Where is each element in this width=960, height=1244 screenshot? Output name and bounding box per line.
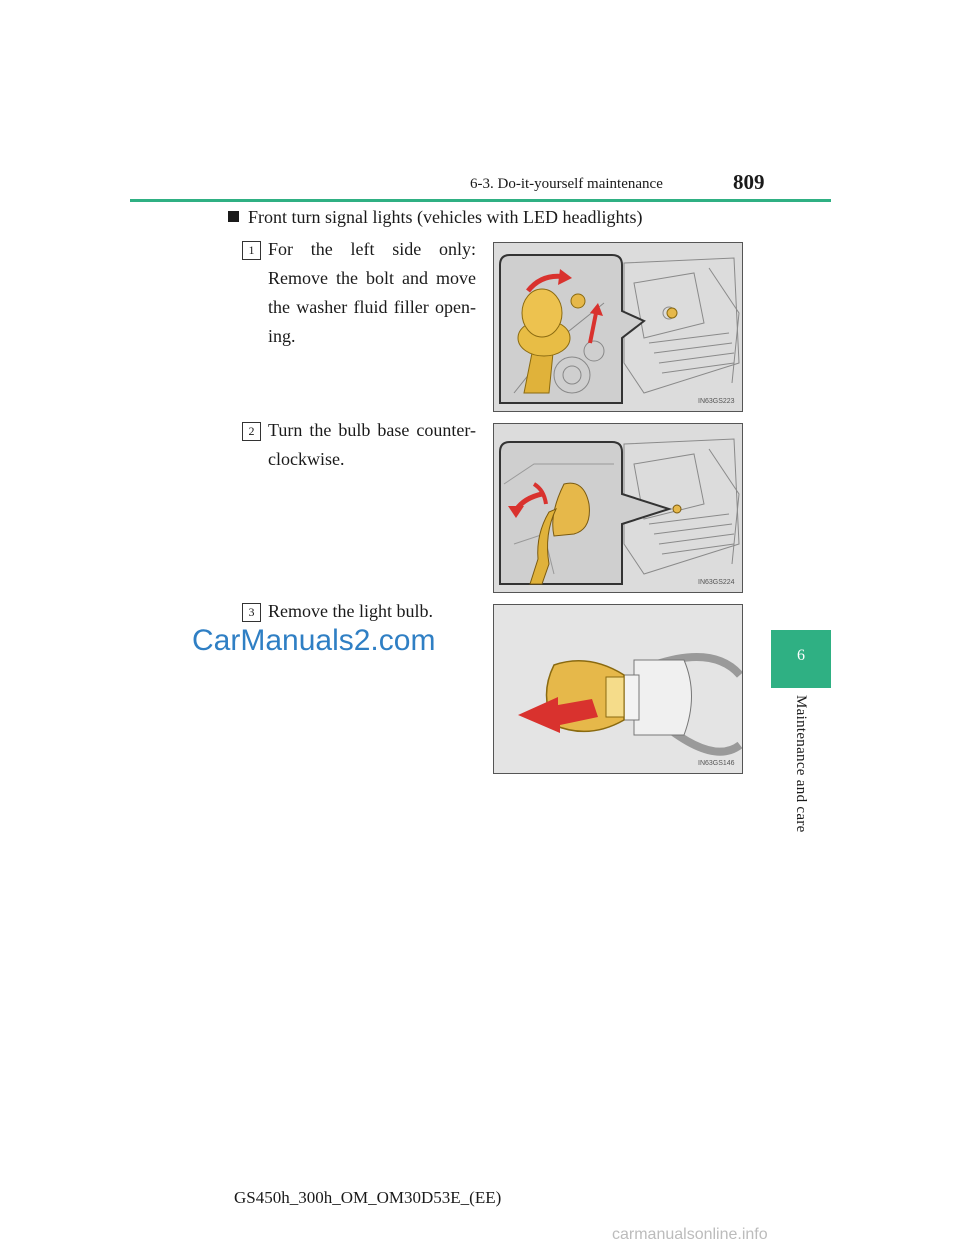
figure-code: IN63GS224 — [698, 579, 735, 586]
chapter-number: 6 — [797, 647, 805, 664]
step-number-1: 1 — [242, 241, 261, 260]
section-title-text: Front turn signal lights (vehicles with LED headlights) — [248, 207, 643, 227]
step-number-3: 3 — [242, 603, 261, 622]
section-header: 6-3. Do-it-yourself maintenance — [470, 176, 663, 192]
header-divider — [130, 199, 831, 202]
figure-remove-bulb — [493, 604, 743, 774]
page-number: 809 — [733, 170, 765, 194]
figure-code: IN63GS146 — [698, 760, 735, 767]
step-text-2: Turn the bulb base counter-clockwise. — [268, 420, 476, 469]
step-text-3: Remove the light bulb. — [268, 601, 433, 621]
chapter-tab — [771, 630, 831, 688]
square-bullet-icon — [228, 211, 239, 222]
chapter-label: Maintenance and care — [793, 695, 809, 833]
figure-remove-bolt — [493, 242, 743, 412]
footer-doc-code: GS450h_300h_OM_OM30D53E_(EE) — [234, 1188, 502, 1207]
section-title — [228, 207, 642, 228]
figure-code: IN63GS223 — [698, 398, 735, 405]
figure-turn-bulb-base — [493, 423, 743, 593]
watermark-logo: CarManuals2.com — [192, 624, 436, 657]
footer-watermark: carmanualsonline.info — [612, 1226, 768, 1243]
step-text-1: For the left side only: Remove the bolt and move the washer fluid filler open-ing. — [268, 239, 476, 346]
step-number-2: 2 — [242, 422, 261, 441]
